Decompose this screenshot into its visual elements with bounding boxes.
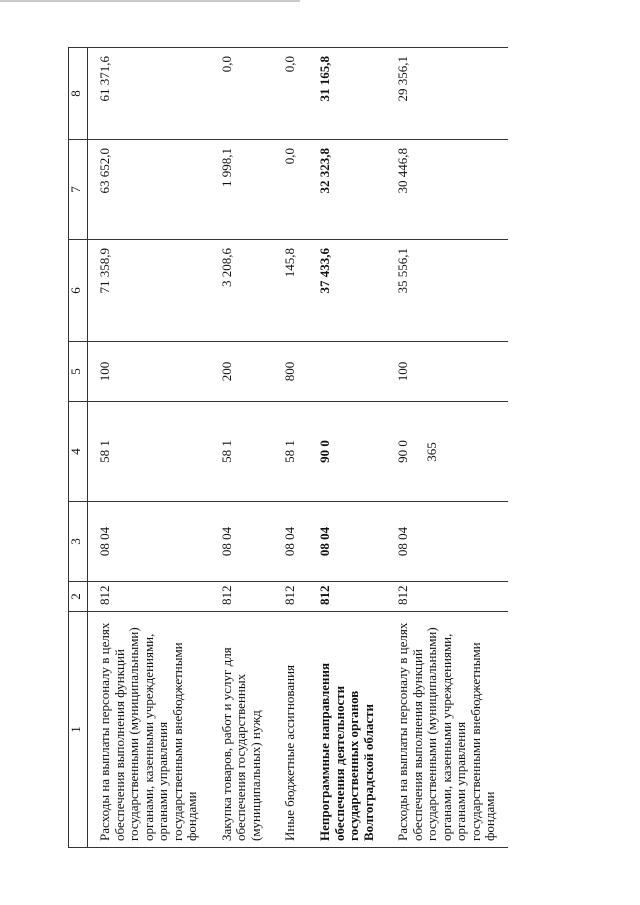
row-amount-year-1: 37 433,6 [308, 240, 386, 342]
budget-table [68, 47, 508, 848]
row-program-code: 58 1 [88, 402, 210, 502]
row-amount-year-3: 31 165,8 [308, 48, 386, 140]
table-row [308, 48, 386, 848]
row-amount-year-1: 35 556,1 [386, 240, 508, 342]
header-col-1: 1 [69, 612, 88, 848]
header-col-6: 6 [69, 240, 88, 342]
row-ministry-code: 812 [386, 582, 508, 612]
row-expense-type: 100 [88, 342, 210, 402]
row-program-code: 58 1 [273, 402, 308, 502]
row-amount-year-2: 63 652,0 [88, 140, 210, 240]
row-amount-year-3: 0,0 [210, 48, 274, 140]
row-amount-year-2: 0,0 [273, 140, 308, 240]
header-col-8: 8 [69, 48, 88, 140]
header-col-7: 7 [69, 140, 88, 240]
row-name: Непрограммные направления обеспечения деятельности государственных органов Волгоградской области [308, 612, 386, 848]
header-col-3: 3 [69, 502, 88, 582]
row-amount-year-1: 3 208,6 [210, 240, 274, 342]
row-amount-year-3: 0,0 [273, 48, 308, 140]
table-row [88, 48, 210, 848]
header-col-4: 4 [69, 402, 88, 502]
row-name: Закупка товаров, работ и услуг для обеспечения государственных (муниципальных) нужд [210, 612, 274, 848]
row-ministry-code: 812 [210, 582, 274, 612]
row-section-code: 08 04 [308, 502, 386, 582]
row-amount-year-1: 145,8 [273, 240, 308, 342]
row-amount-year-2: 32 323,8 [308, 140, 386, 240]
row-amount-year-1: 71 358,9 [88, 240, 210, 342]
row-program-code: 90 0 [308, 402, 386, 502]
row-program-code: 90 0 [386, 402, 508, 502]
row-section-code: 08 04 [88, 502, 210, 582]
row-ministry-code: 812 [88, 582, 210, 612]
row-name: Расходы на выплаты персоналу в целях обеспечения выполнения функций государственными (муниципальными) органами, казенными учреждениями, органами управления государственными внебюджетными фондами [88, 612, 210, 848]
table-row [273, 48, 308, 848]
table-header-row [69, 48, 88, 848]
row-amount-year-2: 1 998,1 [210, 140, 274, 240]
row-amount-year-3: 29 356,1 [386, 48, 508, 140]
row-ministry-code: 812 [308, 582, 386, 612]
row-expense-type: 100 [386, 342, 508, 402]
scan-top-edge [0, 0, 300, 2]
header-col-2: 2 [69, 582, 88, 612]
row-name: Расходы на выплаты персоналу в целях обеспечения выполнения функций государственными (муниципальными) органами, казенными учреждениями, органами управления государственными внебюджетными фондами [386, 612, 508, 848]
row-program-code: 58 1 [210, 402, 274, 502]
table-row [210, 48, 274, 848]
row-section-code: 08 04 [273, 502, 308, 582]
page-number: 365 [424, 442, 439, 462]
row-amount-year-2: 30 446,8 [386, 140, 508, 240]
row-section-code: 08 04 [386, 502, 508, 582]
row-expense-type: 200 [210, 342, 274, 402]
row-expense-type: 800 [273, 342, 308, 402]
header-col-5: 5 [69, 342, 88, 402]
row-section-code: 08 04 [210, 502, 274, 582]
row-amount-year-3: 61 371,6 [88, 48, 210, 140]
row-name: Иные бюджетные ассигнования [273, 612, 308, 848]
row-ministry-code: 812 [273, 582, 308, 612]
table-row [386, 48, 508, 848]
row-expense-type [308, 342, 386, 402]
